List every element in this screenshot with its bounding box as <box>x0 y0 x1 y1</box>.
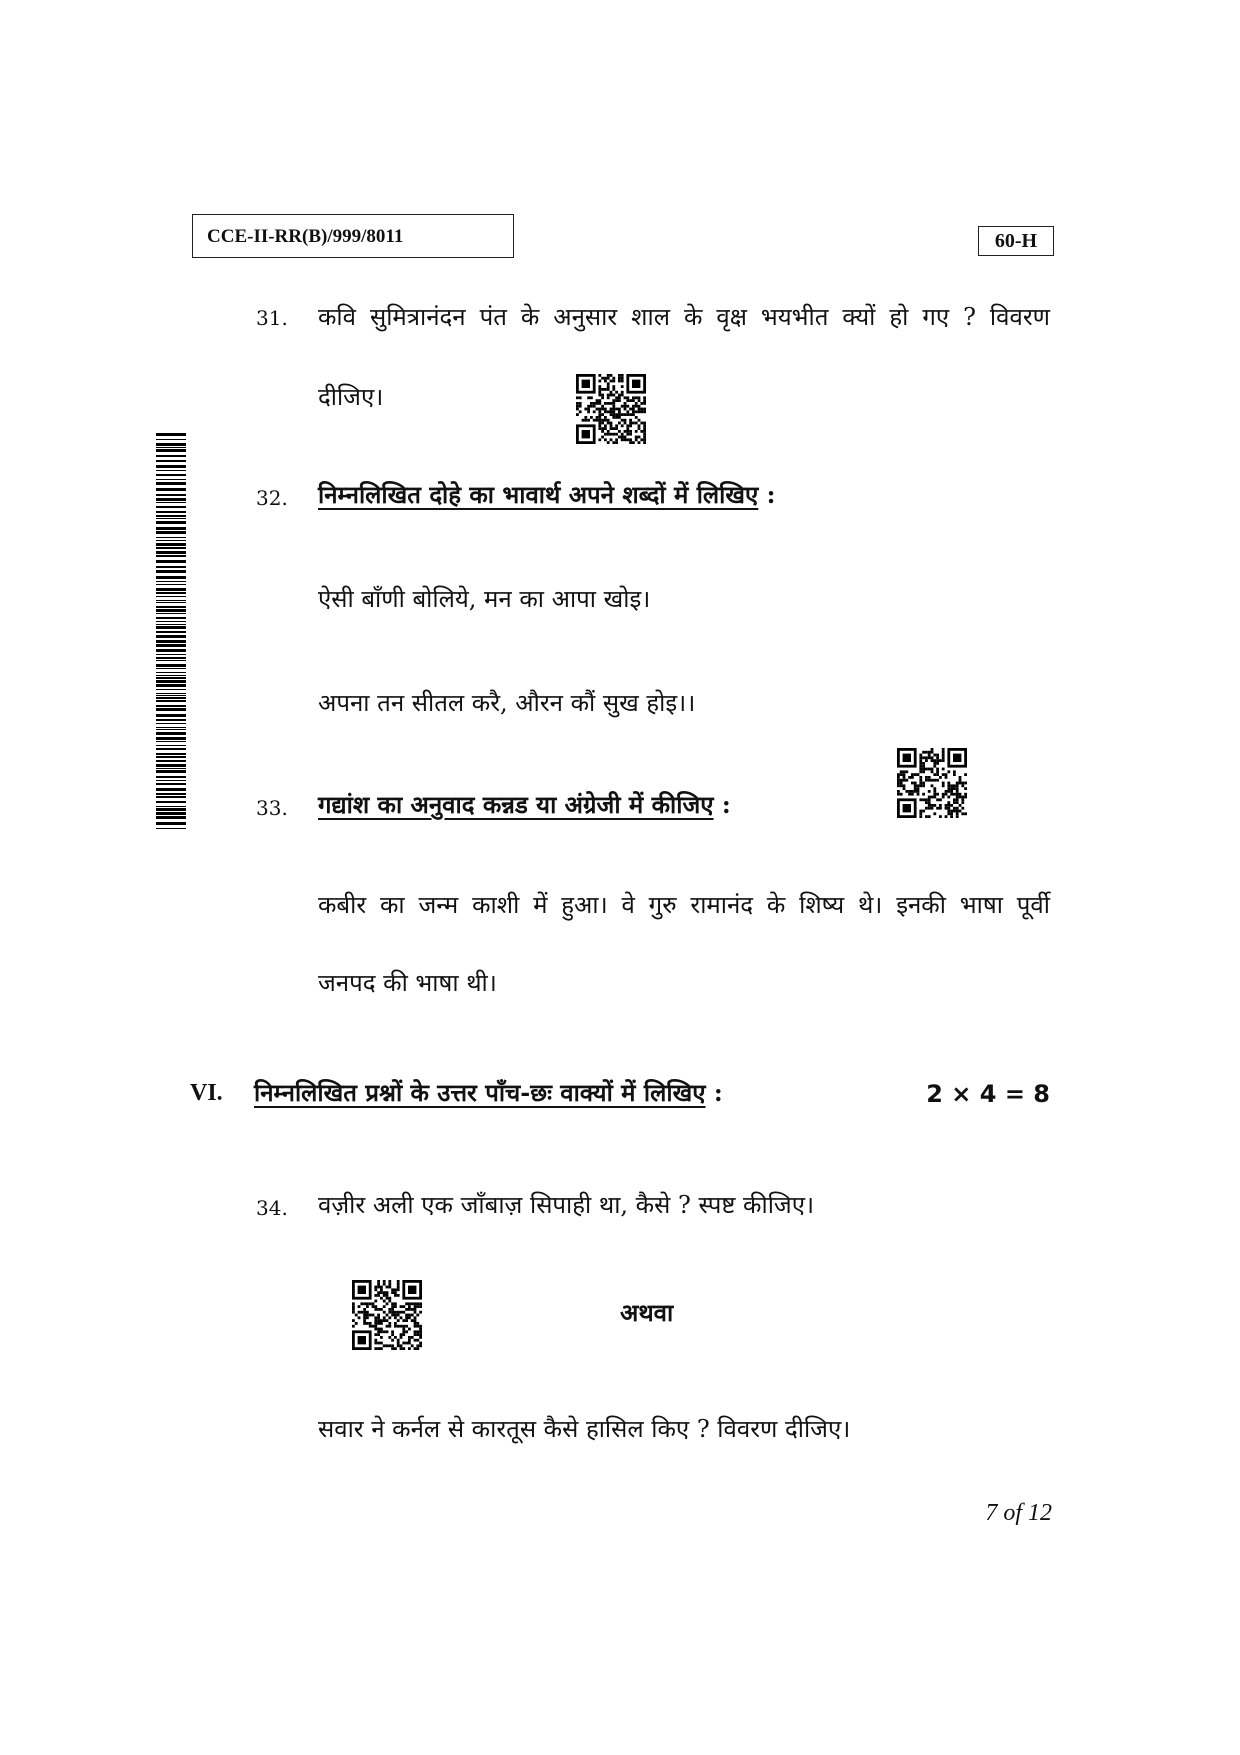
question-number: 31. <box>256 306 288 330</box>
qr-code-icon <box>352 1280 422 1350</box>
section-heading <box>254 1076 723 1109</box>
heading-colon: : <box>713 1078 723 1107</box>
passage-line-2: जनपद की भाषा थी। <box>318 969 497 997</box>
qr-code-icon <box>897 748 967 818</box>
doha-line-1: ऐसी बाँणी बोलिये, मन का आपा खोइ। <box>318 585 651 613</box>
section-marks: 2 × 4 = 8 <box>926 1080 1050 1108</box>
question-heading <box>318 478 776 511</box>
question-number: 34. <box>256 1196 288 1220</box>
question-heading <box>318 788 731 821</box>
question-number: 32. <box>256 486 288 510</box>
heading-text: गद्यांश का अनुवाद कन्नड या अंग्रेजी में कीजिए <box>318 790 714 819</box>
barcode-icon <box>156 433 186 829</box>
section-number: VI. <box>190 1080 223 1106</box>
heading-text: निम्नलिखित प्रश्नों के उत्तर पाँच-छः वाक्यों में लिखिए <box>254 1078 706 1107</box>
question-text: कवि सुमित्रानंदन पंत के अनुसार शाल के वृक्ष भयभीत क्यों हो गए ? विवरण <box>318 303 1050 331</box>
paper-number-badge: 60-H <box>978 226 1054 256</box>
or-label: अथवा <box>620 1298 674 1327</box>
question-text: वज़ीर अली एक जाँबाज़ सिपाही था, कैसे ? स्पष्ट कीजिए। <box>318 1191 815 1219</box>
qr-code-icon <box>576 374 646 444</box>
page-number: 7 of 12 <box>985 1500 1052 1526</box>
heading-colon: : <box>721 790 731 819</box>
question-number: 33. <box>256 796 288 820</box>
alternative-question: सवार ने कर्नल से कारतूस कैसे हासिल किए ? विवरण दीजिए। <box>318 1415 851 1443</box>
paper-code: CCE-II-RR(B)/999/8011 <box>192 214 514 258</box>
heading-text: निम्नलिखित दोहे का भावार्थ अपने शब्दों में लिखिए <box>318 480 759 509</box>
question-text-cont: दीजिए। <box>318 383 384 411</box>
passage-line-1: कबीर का जन्म काशी में हुआ। वे गुरु रामानंद के शिष्य थे। इनकी भाषा पूर्वी <box>318 891 1050 919</box>
doha-line-2: अपना तन सीतल करै, औरन कौं सुख होइ।। <box>318 689 696 717</box>
heading-colon: : <box>766 480 776 509</box>
